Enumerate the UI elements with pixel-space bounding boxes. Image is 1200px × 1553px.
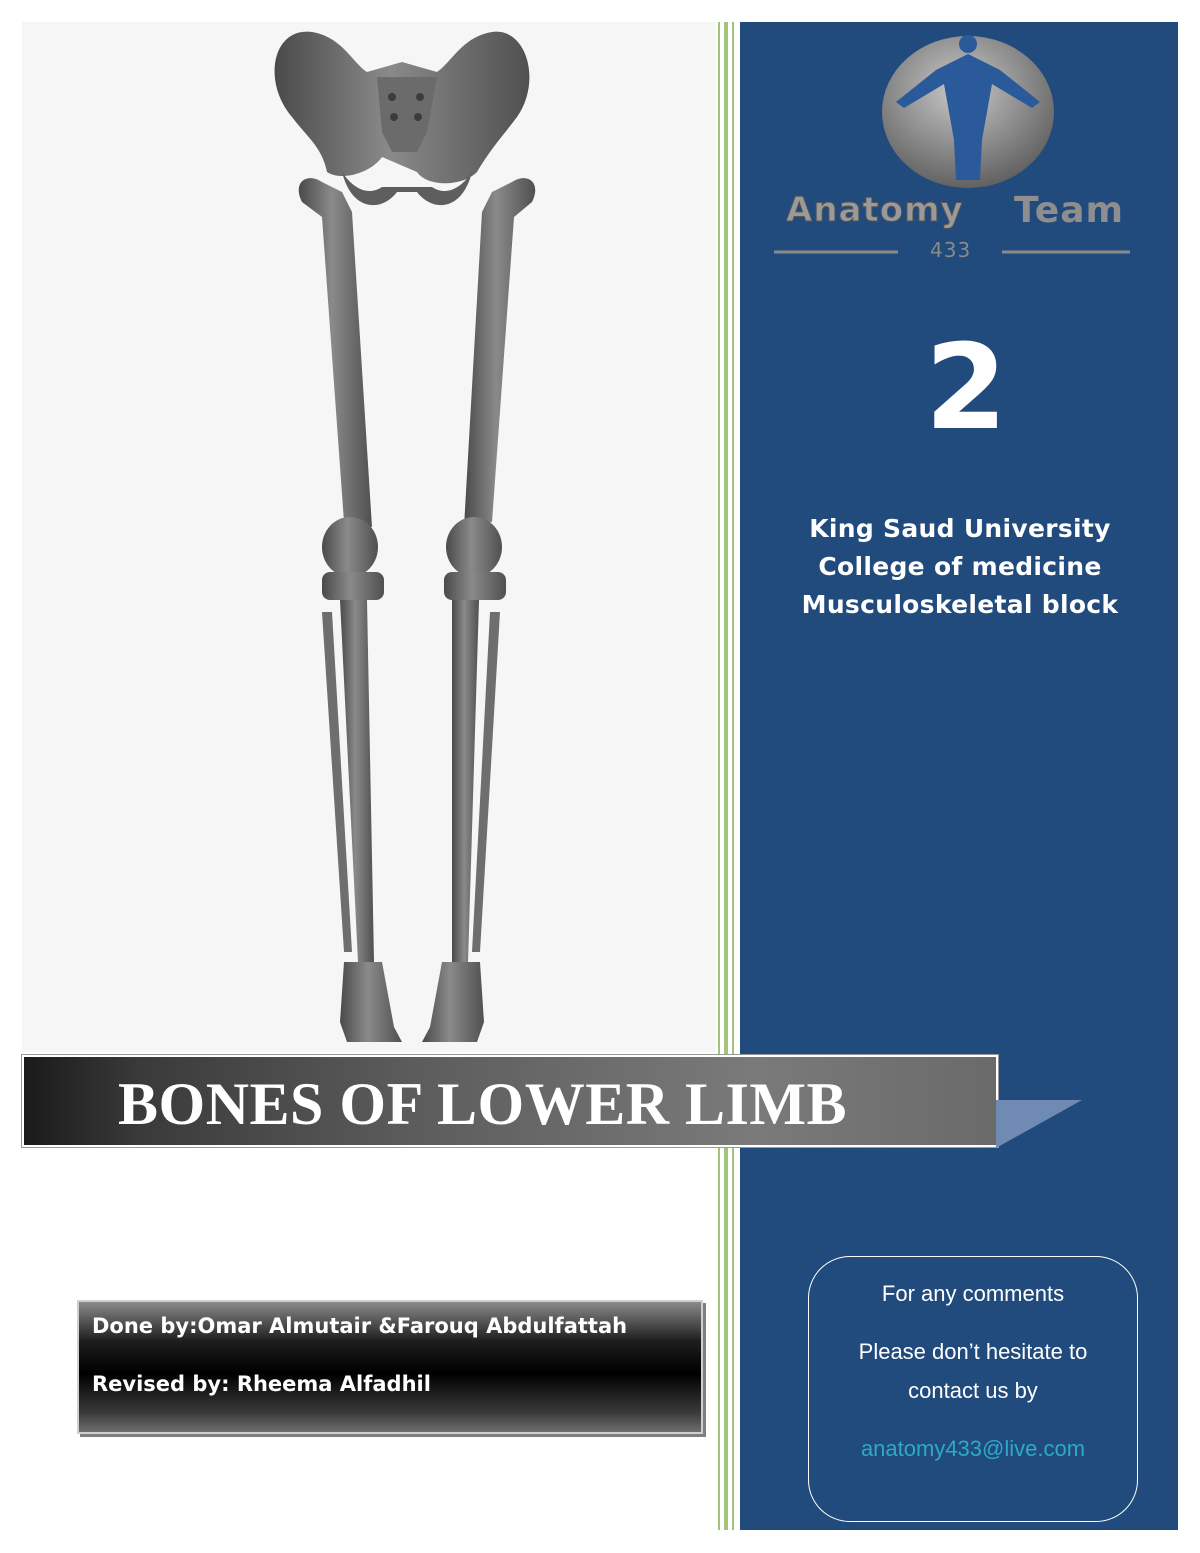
done-by-text: Done by:Omar Almutair &Farouq Abdulfattah (92, 1314, 628, 1338)
lecture-number: 2 (924, 318, 1008, 456)
contact-line-3: contact us by (908, 1378, 1038, 1403)
college-name: College of medicine (818, 552, 1102, 581)
revised-by-text: Revised by: Rheema Alfadhil (92, 1372, 431, 1396)
contact-line-1: For any comments (881, 1281, 1065, 1306)
decorative-stripes (718, 22, 740, 1530)
contact-line-2: Please don’t hesitate to (858, 1339, 1088, 1364)
logo-year: 433 (930, 238, 972, 262)
logo-word-team: Team (1014, 190, 1124, 231)
banner-tail-shape (996, 1100, 1082, 1148)
lower-limb-skeleton-image (22, 22, 716, 1052)
block-name: Musculoskeletal block (801, 590, 1119, 619)
document-title: BONES OF LOWER LIMB (118, 1071, 848, 1137)
logo-word-anatomy: Anatomy (786, 190, 964, 230)
university-block (760, 510, 1160, 624)
contact-email-link[interactable]: anatomy433@live.com (860, 1436, 1086, 1461)
university-name: King Saud University (809, 514, 1111, 543)
human-figure-globe-icon (770, 30, 1140, 270)
